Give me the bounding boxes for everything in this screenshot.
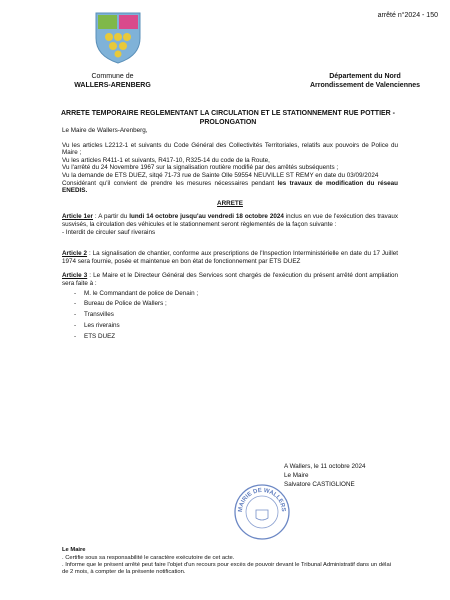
seal-text: MAIRIE DE WALLERS (237, 487, 287, 513)
article-2-label: Article 2 (62, 250, 88, 258)
arrondissement-name: Arrondissement de Valenciennes (309, 82, 421, 89)
consideration-2: Vu les articles R411-1 et suivants, R417-10, R325-14 du code de la Route, (62, 156, 270, 164)
consideration-3: Vu l'arrêté du 24 Novembre 1967 sur la signalisation routière modifié par des arrêtés subséquents ; (62, 164, 339, 172)
commune-block (60, 72, 165, 90)
document-body (62, 127, 398, 343)
recipient-item: - Bureau de Police de Wallers ; (84, 300, 398, 308)
article-1-dates: lundi 14 octobre jusqu'au vendredi 18 octobre 2024 (129, 213, 284, 221)
document-title: ARRETE TEMPORAIRE REGLEMENTANT LA CIRCULATION ET LE STATIONNEMENT RUE POTTIER - PROLONGATION (60, 110, 396, 126)
article-1-lead: : A partir du (92, 213, 130, 221)
recipient-item: - Transvilles (84, 311, 398, 319)
consideration-final-prefix: Considérant qu'il convient de prendre les mesures nécessaires pendant (62, 179, 278, 187)
commune-name: WALLERS-ARENBERG (74, 82, 151, 89)
signature-place-date: A Wallers, le 11 octobre 2024 (284, 463, 366, 470)
footer-line: . Certifie sous sa responsabilité le caractère exécutoire de cet acte. (62, 555, 235, 561)
recipient-item: - M. le Commandant de police de Denain ; (84, 290, 398, 298)
article-1-label: Article 1er (62, 213, 93, 221)
article-3 (62, 272, 398, 287)
mairie-seal-stamp (232, 482, 292, 542)
signature-role: Le Maire (284, 472, 309, 479)
arrete-number: arrêté n°2024 - 150 (377, 12, 438, 19)
recipient-item: - ETS DUEZ (84, 333, 398, 341)
recipient-item: - Les riverains (84, 322, 398, 330)
footer-line: . Informe que le présent arrêté peut faire l'objet d'un recours pour excès de pouvoir devant le Tribunal Administratif dans un délai de 2 mois, à compter de la présente notification. (62, 562, 391, 575)
footer-title: Le Maire (62, 547, 86, 553)
consideration-final-bold: les travaux de modification du réseau ENEDIS. (62, 179, 398, 195)
signature-name: Salvatore CASTIGLIONE (284, 481, 355, 488)
town-crest-logo (93, 10, 143, 65)
department-name: Département du Nord (329, 73, 401, 80)
footer-notice (62, 547, 398, 576)
consideration-1: Vu les articles L2212-1 et suivants du Code Général des Collectivités Territoriales, relatifs aux pouvoirs de Police du Maire ; (62, 141, 398, 157)
consideration-final (62, 180, 398, 195)
article-2-text: : La signalisation de chantier, conforme aux prescriptions de l'Inspection Interministérielle en date du 17 Juillet 1974 sera fournie, posée et maintenue en bon état de fonctionnement par ETS DUEZ (62, 250, 398, 265)
intro-line: Le Maire de Wallers-Arenberg, (62, 127, 148, 134)
article-1-item: - Interdit de circuler sauf riverains (62, 228, 156, 236)
article-3-label: Article 3 (62, 272, 88, 280)
department-block (300, 72, 430, 90)
consideration-4: Vu la demande de ETS DUEZ, sitqé 71-73 rue de Sainte Olle 59554 NEUVILLE ST REMY en date du 03/09/2024 (62, 171, 379, 179)
article-1-rest: inclus en vue de l'exécution des travaux susvisés, la circulation des véhicules et le stationnement seront règlementés de la façon suivante : (62, 213, 398, 228)
recipient-list (62, 290, 398, 341)
commune-label: Commune de (91, 73, 134, 80)
arrete-heading: ARRETE (217, 199, 243, 207)
article-3-text: : Le Maire et le Directeur Général des Services sont chargés de l'exécution du présent arrêté dont ampliation sera faite à : (62, 272, 398, 287)
article-2 (62, 250, 398, 265)
signature-block (284, 462, 366, 489)
article-1 (62, 213, 398, 228)
